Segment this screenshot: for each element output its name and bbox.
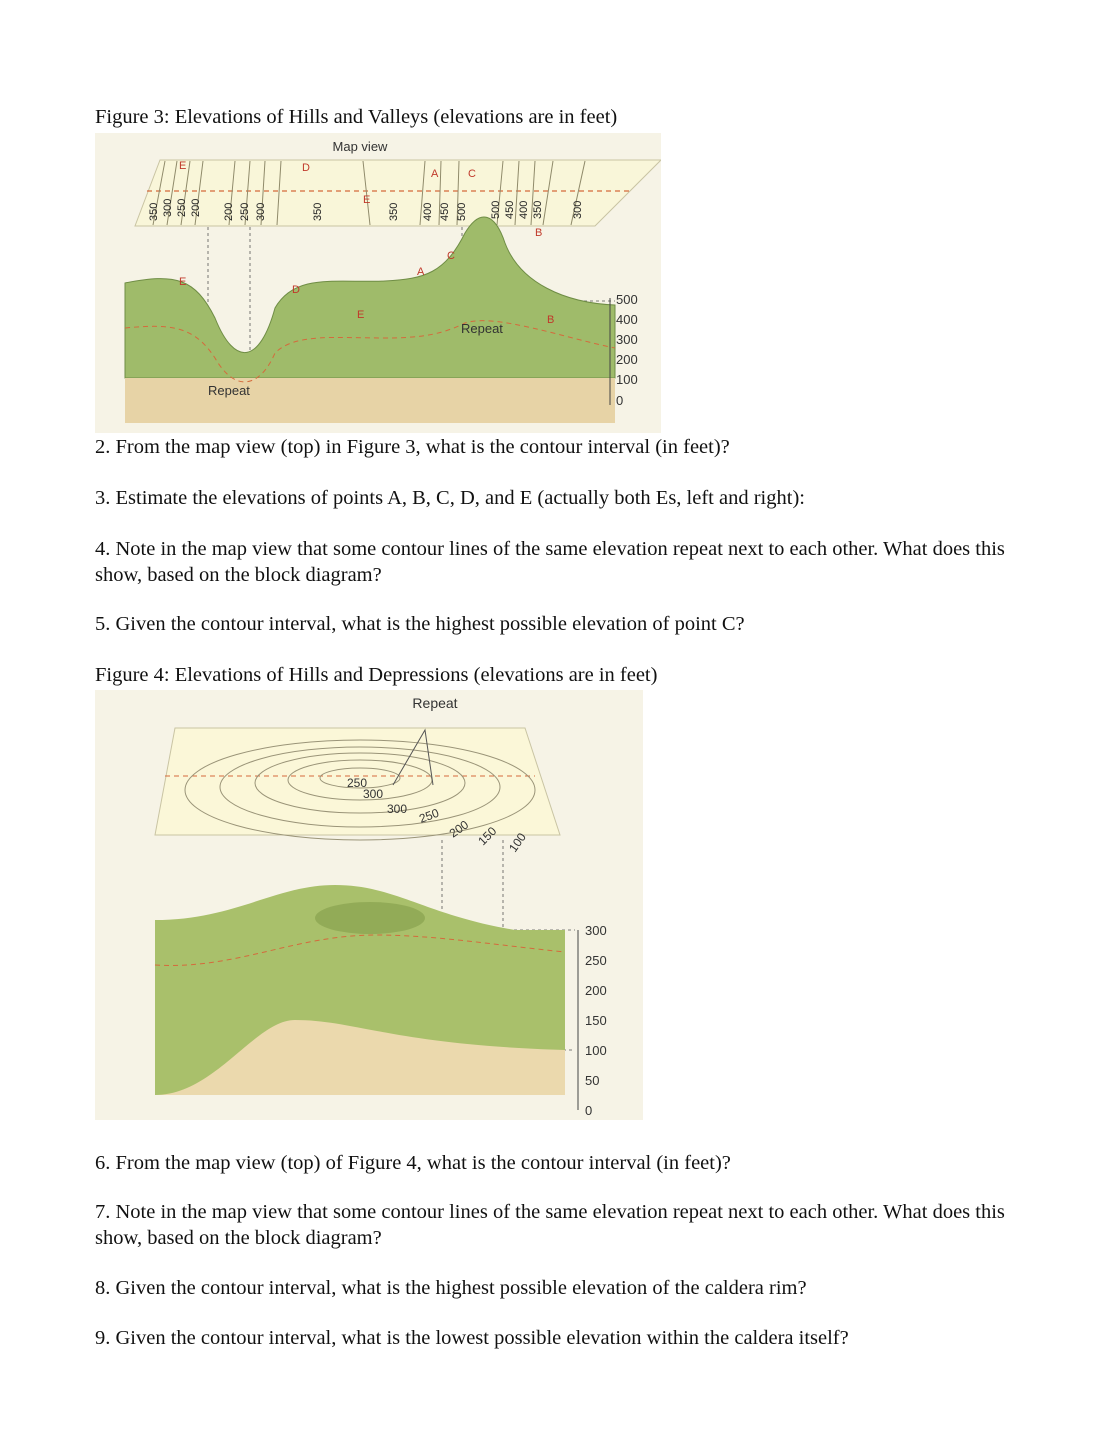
point-e-left-label: E xyxy=(179,160,187,172)
point-e-right-label: E xyxy=(363,194,371,206)
block-point-a: A xyxy=(417,266,425,278)
contour-label: 200 xyxy=(446,817,472,841)
contour-label: 200 xyxy=(190,198,202,217)
scale-label: 50 xyxy=(585,1073,600,1088)
block-point-d: D xyxy=(292,284,300,296)
question-6: 6. From the map view (top) of Figure 4, what is the contour interval (in feet)? xyxy=(95,1152,731,1174)
scale-label: 150 xyxy=(585,1013,607,1028)
block-point-e-right: E xyxy=(357,309,365,321)
contour-label: 450 xyxy=(504,200,516,219)
block-point-c: C xyxy=(447,250,455,262)
contour-label: 350 xyxy=(312,202,324,221)
contour-label: 450 xyxy=(439,202,451,221)
question-2: 2. From the map view (top) in Figure 3, what is the contour interval (in feet)? xyxy=(95,436,730,458)
contour-label: 250 xyxy=(417,805,441,826)
point-c-label: C xyxy=(468,168,476,180)
contour-label: 150 xyxy=(475,824,500,849)
scale-label: 100 xyxy=(585,1043,607,1058)
contour-label: 350 xyxy=(148,202,160,221)
question-7: 7. Note in the map view that some contour lines of the same elevation repeat next to each other. What does this show, based on the block diagram? xyxy=(95,1201,1005,1249)
figure-3-caption: Figure 3: Elevations of Hills and Valleys (elevations are in feet) xyxy=(95,106,618,128)
contour-label: 300 xyxy=(572,200,584,219)
scale-label: 500 xyxy=(616,292,638,307)
figure-4-caption: Figure 4: Elevations of Hills and Depressions (elevations are in feet) xyxy=(95,664,658,686)
contour-label: 250 xyxy=(347,776,368,790)
terrain-block-side xyxy=(125,378,615,423)
point-b-label: B xyxy=(535,227,543,239)
scale-label: 0 xyxy=(585,1103,593,1118)
question-9: 9. Given the contour interval, what is the lowest possible elevation within the caldera itself? xyxy=(95,1327,849,1349)
figure-3-diagram xyxy=(95,133,661,433)
contour-label: 400 xyxy=(422,202,434,221)
map-view-label: Map view xyxy=(332,139,388,154)
scale-label: 250 xyxy=(585,953,607,968)
repeat-label-right: Repeat xyxy=(461,321,503,336)
point-d-label: D xyxy=(302,162,310,174)
contour-label: 500 xyxy=(456,202,468,221)
repeat-label-left: Repeat xyxy=(208,383,250,398)
point-a-label: A xyxy=(431,168,439,180)
contour-label: 350 xyxy=(388,202,400,221)
question-8: 8. Given the contour interval, what is the highest possible elevation of the caldera rim? xyxy=(95,1277,807,1299)
contour-label: 300 xyxy=(363,787,384,801)
scale-label: 200 xyxy=(616,352,638,367)
contour-label: 350 xyxy=(532,200,544,219)
scale-label: 200 xyxy=(585,983,607,998)
question-4: 4. Note in the map view that some contour lines of the same elevation repeat next to each other. What does this show, based on the block diagram? xyxy=(95,538,1005,586)
contour-label: 500 xyxy=(490,200,502,219)
scale-label: 300 xyxy=(585,923,607,938)
question-5: 5. Given the contour interval, what is the highest possible elevation of point C? xyxy=(95,613,745,635)
contour-label: 100 xyxy=(505,830,529,855)
block-point-b: B xyxy=(547,314,555,326)
contour-label: 400 xyxy=(518,200,530,219)
repeat-label: Repeat xyxy=(412,695,458,711)
contour-label: 250 xyxy=(239,202,251,221)
contour-label: 300 xyxy=(387,802,408,816)
scale-label: 300 xyxy=(616,332,638,347)
scale-label: 100 xyxy=(616,372,638,387)
figure-4-diagram xyxy=(95,690,643,1120)
block-point-e-left: E xyxy=(179,276,187,288)
question-3: 3. Estimate the elevations of points A, B, C, D, and E (actually both Es, left and right): xyxy=(95,487,805,509)
contour-label: 250 xyxy=(176,198,188,217)
contour-label: 300 xyxy=(162,198,174,217)
scale-label: 0 xyxy=(616,393,624,408)
contour-label: 200 xyxy=(223,202,235,221)
scale-label: 400 xyxy=(616,312,638,327)
contour-label: 300 xyxy=(255,202,267,221)
caldera-depression xyxy=(315,902,425,934)
